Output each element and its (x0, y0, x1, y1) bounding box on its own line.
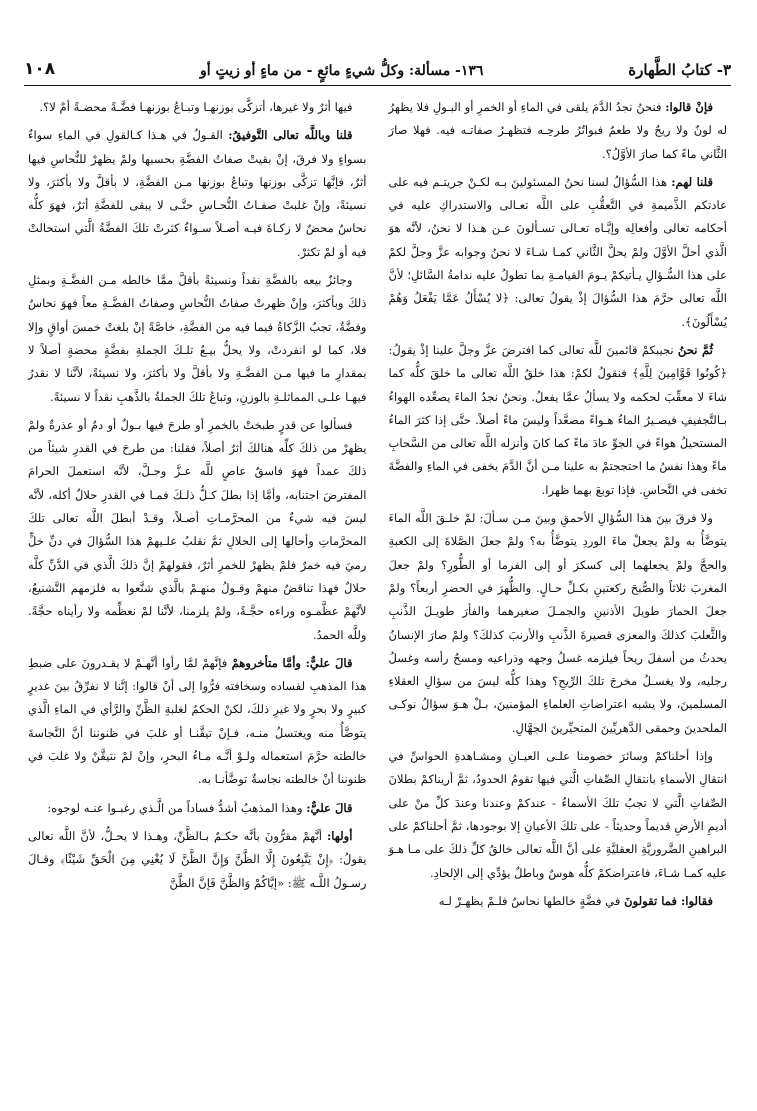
paragraph-text: القـولُ في هـذا كـالقولِ في الماءِ سواءٌ بسواءٍ ولا فرقَ، إنْ بقيتْ صفاتُ الفضَّةِ بحسبها ولمْ يظهرْ للنُّحاسِ فيها أثرٌ، فإنَّها تزكَّى بوزنها وتباعُ بوزنها مـن الفضَّةِ، لا بأقلَّ ولا بأكثرَ، ولا نسيئةً، وإنْ غلبتْ صفـاتُ النُّحـاسِ حتَّـى لا يبقى للفضَّةِ أثرٌ، فهوَ كلُّه نحاسٌ محضٌ لا زكـاةَ فيـه أصـلاً سـواءٌ كثرتْ تلكَ الفضَّةُ الَّتي استحالتْ فيه أو لمْ تكثرْ. (28, 128, 367, 259)
paragraph (28, 96, 367, 119)
paragraph (389, 339, 728, 502)
paragraph-text: ولا فرقَ بينَ هذا السُّؤالِ الأحمقِ وبينَ مـن سـألَ: لمْ خلـقَ اللَّه الماءَ يتوضَّأُ به ولمْ يجعلْ ماءَ الوردِ يتوضَّأُ به؟ ولمْ جعلَ الصَّلاةَ إلى الكعبةِ والحجَّ ولمْ يجعلهما إلى كسكرَ أو إلى الفرما أو الطُّورِ؟ ولمْ جعلَ المغربَ ثلاثاً والصُّبحَ ركعتينِ بكـلِّ حـالٍ. والظُّهرَ في الحضرِ أربعاً؟ ولمْ جعلَ الحمارَ طويلَ الأذنينِ والجمـلَ صغيرهما والفأرَ طويـلَ الذَّنبِ والثَّعلبَ كذلكَ والمعزى قصيرةَ الذَّنبِ والأرنبَ كذلكَ؟ ولمْ صارَ الإنسانُ يحدثُ من أسفلَ ريحاً فيلزمه غسلُ وجهه وذراعيه ومسحُ رأسه وغسلُ رجليه، ولا يغسـلُ مخرجَ تلكَ الرِّيحِ؟ وهذا كلُّه ليسَ من سؤالِ العقلاءِ المسلمينَ، ولا يشبه اعتراضاتِ العلماءِ المؤمنينَ، بـلْ هـوَ سؤالُ نوكـى الملحدينَ وحمقى الدَّهريِّينَ المتحيِّرينَ الجهَّالِ. (388, 511, 727, 735)
paragraph (389, 507, 728, 740)
paragraph (28, 124, 367, 264)
right-column (389, 96, 728, 1097)
paragraph-text: فيها أثرٌ ولا غيرها، أتزكَّى بوزنهـا وتبـاعُ بوزنهـا فضَّـةً محضـةً أمْ لا؟. (39, 100, 353, 114)
paragraph-lead: فقالوا: فما تقولونَ (624, 893, 713, 908)
page-header (24, 58, 731, 86)
paragraph-lead: قلنا وباللَّه تعالى التَّوفيقُ: (228, 128, 353, 143)
paragraph-text: أنَّهمْ مقرُّونَ بأنَّه حكـمٌ بـالظَّنِّ، وهـذا لا يحـلُّ، لأنَّ اللَّه تعالى يقولُ: ﴿إِنْ يَتَّبِعُونَ إِلَّا الظَّنَّ وَإِنَّ الظَّنَّ لَا يُغْنِي مِنَ الْحَقِّ شَيْئًا﴾ وقـالَ رسـولُ اللَّـه ﷺ: «إيَّاكُمْ وَالظَّنَّ فَإنَّ الظَّنَّ (28, 828, 367, 890)
paragraph (28, 269, 367, 409)
paragraph (389, 890, 728, 913)
paragraph-text: وجائزٌ بيعه بالفضَّةِ نقداً ونسيئةً بأقلَّ ممَّا خالطه مـن الفضَّـةِ وبمثلِ ذلكَ وبأكثرَ، وإنْ ظهرتْ صفاتُ النُّحاسِ وصفاتُ الفضَّـةِ معاً فهوَ نحاسٌ وفضَّةٌ، تجبُ الزَّكاةُ فيما فيه من الفضَّةِ، خاصَّةً إنْ بلغتْ خمسَ أواقٍ وإلا فلا، كما لو انفردتْ، ولا يحلُّ بيـعُ تلـكَ الجملةِ بفضَّةٍ محضةٍ أصلاً لا بمقدارِ ما فيها مـن الفضَّـةِ ولا بأقلَّ ولا بأكثرَ، ولا نسيئةً، لأنَّنا لا نقدرُ فيهـا علـى المماثلـةِ بالوزنِ، وتباعُ تلكَ الجملةُ بالذَّهبِ نقداً لا نسيئةً. (28, 273, 367, 404)
paragraph-lead: قالَ عليٌّ: وأمَّا متأخروهمْ (231, 655, 353, 670)
paragraph (389, 745, 728, 885)
paragraph (28, 797, 367, 820)
text-columns (28, 96, 727, 1097)
page-number: ١٠٨ (24, 59, 56, 79)
paragraph (389, 171, 728, 334)
paragraph-text: فنحنُ نجدُ الدَّمَ يلقى في الماءِ أو الخمرِ أو البـولِ فلا يظهرُ له لونٌ ولا ريحٌ ولا طعمٌ فبواتُرُ طرحِـه فتظهـرُ صفاتـه فيه. فهلا صارَ الثَّاني ماءً كما صارَ الأوَّلُ؟. (388, 100, 727, 161)
paragraph-text: نجيبكمْ قائمينَ للَّه تعالى كما افترضَ عزَّ وجلَّ علينا إذْ يقولُ: ﴿كُونُوا قَوَّامِينَ لِلَّهِ﴾ فنقولُ لكمْ: هذا خلقُ اللَّه تعالى ما خلقَ كلُّه كما شاءَ لا معقِّبَ لحكمه ولا يسألُ عمَّا يفعلُ. ونحنُ نجدُ الماءَ يصعِّده الهواءُ بـالتَّجفيفِ فيصـيرُ الماءُ هـواءً مصعَّداً وليسَ ماءً أصلاً. حتَّى إذا كثرَ الماءُ المستحيلُ هواءً في الجوِّ عادَ ماءً كما كانَ وأنزله اللَّه تعالى من السَّحابِ ماءً وهذا نفسُ ما احتججتمْ به علينا مـن أنَّ الدَّمَ يخفى في الماءِ والفضَّةَ تخفى في النَّحاسِ. فإذا توبعَ بهما ظهرا. (388, 342, 727, 497)
paragraph-text: وإذا أحلناكمْ وسائرَ خصومنا علـى العيـانِ ومشـاهدةِ الحواسِّ في انتقالِ الأسماءِ بانتقالِ الصِّفاتِ الَّتي فيها تقومُ الحدودُ، ثمَّ أريناكمْ بطلانَ الصِّفاتِ الَّتي لا تجبُ تلكَ الأسماءُ - عندكمْ وعندنا وعندَ كلِّ منْ على أديمِ الأرضِ قديماً وحديثاً - على تلكَ الأعيانِ إلا بوجودها، ثمَّ أحلناكمْ على البراهينِ الضَّروريَّةِ العقليَّةِ على أنَّ اللَّه تعالى خالقُ كلِّ ذلكَ على مـا هـوَ عليه كمـا شـاءَ، فاعتراضكمْ كلُّه هوسٌ وباطلٌ يؤدِّي إلى الإلحادِ. (388, 749, 727, 880)
paragraph-lead: فإنْ قالوا: (665, 100, 713, 114)
paragraph (389, 96, 728, 166)
paragraph-text: فإنَّهمْ لمَّا رأوا أنَّهـمْ لا يقـدرونَ على ضبطِ هذا المذهبِ لفساده وسخافته فرُّوا إلى أنْ قالوا: إنَّنا لا نفرِّقُ بينَ غديرٍ كبيرٍ ولا بحرٍ ولا غيرِ ذلكَ، لكنْ الحكمُ لغلبةِ الظَّنِّ والرَّأي في الماءِ الَّذي يتوضَّأُ منه ويغتسلُ منـه، فـإنْ تيقَّنـا أو غلبَ في ظنوننا أنَّ النَّجاسةَ خالطته حرَّمَ استعماله ولـوْ أنَّـه مـاءُ البحرِ، وإنْ لمْ نتيقَّنْ ولا غلبَ في ظنوننا أنْ خالطته نجاسةٌ توضَّأنـا به. (28, 655, 367, 787)
paragraph-text: فسألوا عن قدرٍ طبختْ بالخمرِ أو طرحَ فيها بـولٌ أو دمٌ أو عذرةٌ ولمْ يظهرْ من ذلكَ كلِّه هنالكَ أثرٌ أصلاً، فقلنا: من طرحَ في القدرِ شيئاً من ذلكَ عمداً فهوَ فاسقٌ عاصٍ للَّه عـزَّ وجـلَّ، لأنَّه استعملَ الحرامَ المفترضَ اجتنابه، وأمَّا إذا بطلَ كـلُّ ذلـكَ فمـا في القدرِ حلالٌ أكله، لأنَّه ليسَ فيه شيءٌ من المحرَّمـاتِ أصـلاً، وقـدْ أبطلَ اللَّه تعالى تلكَ المحرَّماتِ وأحالها إلى الحلالِ ثمَّ نقلبُ علـيهمْ هذا السُّؤالَ في دنِّ خلٍّ رميَ فيه خمرٌ فلمْ يظهرْ للخمرِ أثرٌ، فقولهمْ إنَّ ذلكَ الَّذي في الدَّنِّ كلَّه حلالٌ فهذا تناقضٌ منهمْ وقـولُ منهـمْ بالَّذي شنَّعوا به فلزمهم التَّشنيعُ، لأنَّهمْ عظَّمـوه وراءه حجَّـةً، ولمْ يلزمنا، لأنَّنا لمْ نعظِّمه ولا رأيناه حجَّةً. وللَّه الحمدُ. (28, 417, 367, 642)
section-title: ٣- كتابُ الطَّهارة (628, 61, 731, 79)
paragraph (28, 825, 367, 895)
paragraph (28, 652, 367, 792)
paragraph (28, 414, 367, 647)
paragraph-lead: قالَ عليٌّ: (306, 800, 353, 815)
paragraph-text: وهذا المذهبُ أشدُّ فساداً من الَّـذي رغبـوا عنـه لوجوه: (47, 800, 307, 815)
paragraph-lead: ثُمَّ نحنُ (677, 342, 714, 357)
issue-title: ١٣٦- مسألة: وكلُّ شيءٍ مائعٍ - من ماءٍ أو زيتٍ أو (199, 63, 484, 79)
left-column (28, 96, 367, 1097)
paragraph-text: هذا السُّؤالُ لسنا نحنُ المسئولينَ بـه لكـنْ جريتـم فيه على عادتكم الذَّميمةِ في التَّعقُّبِ على اللَّه تعـالى والاستدراكِ عليه في أحكامه تعالى وأفعالِه وإيَّـاه تعـالى تسـألونَ عـن هـذا لا نحنُ، لأنَّه هوَ الَّذي أحلَّ الأوَّلَ ولمْ يحلَّ الثَّاني كمـا شـاءَ لا نحنُ وجوابه عزَّ وجلَّ لكمْ على هذا السُّـؤالِ يـأتيكمْ يـومَ القيامـةِ بما تطولُ عليه ندامةُ السَّائلِ؛ لأنَّ اللَّه تعالى حرَّمَ هذا السُّؤالَ إذْ يقولُ تعالى: ﴿لا يُسْأَلُ عَمَّا يَفْعَلُ وَهُمْ يُسْأَلُونَ﴾. (388, 174, 727, 329)
paragraph-lead: أولها: (326, 828, 353, 843)
paragraph-lead: قلنا لهم: (671, 174, 713, 189)
paragraph-text: في فضَّةٍ خالطها نحاسٌ فلـمْ يظهـرْ لـه (438, 893, 625, 908)
